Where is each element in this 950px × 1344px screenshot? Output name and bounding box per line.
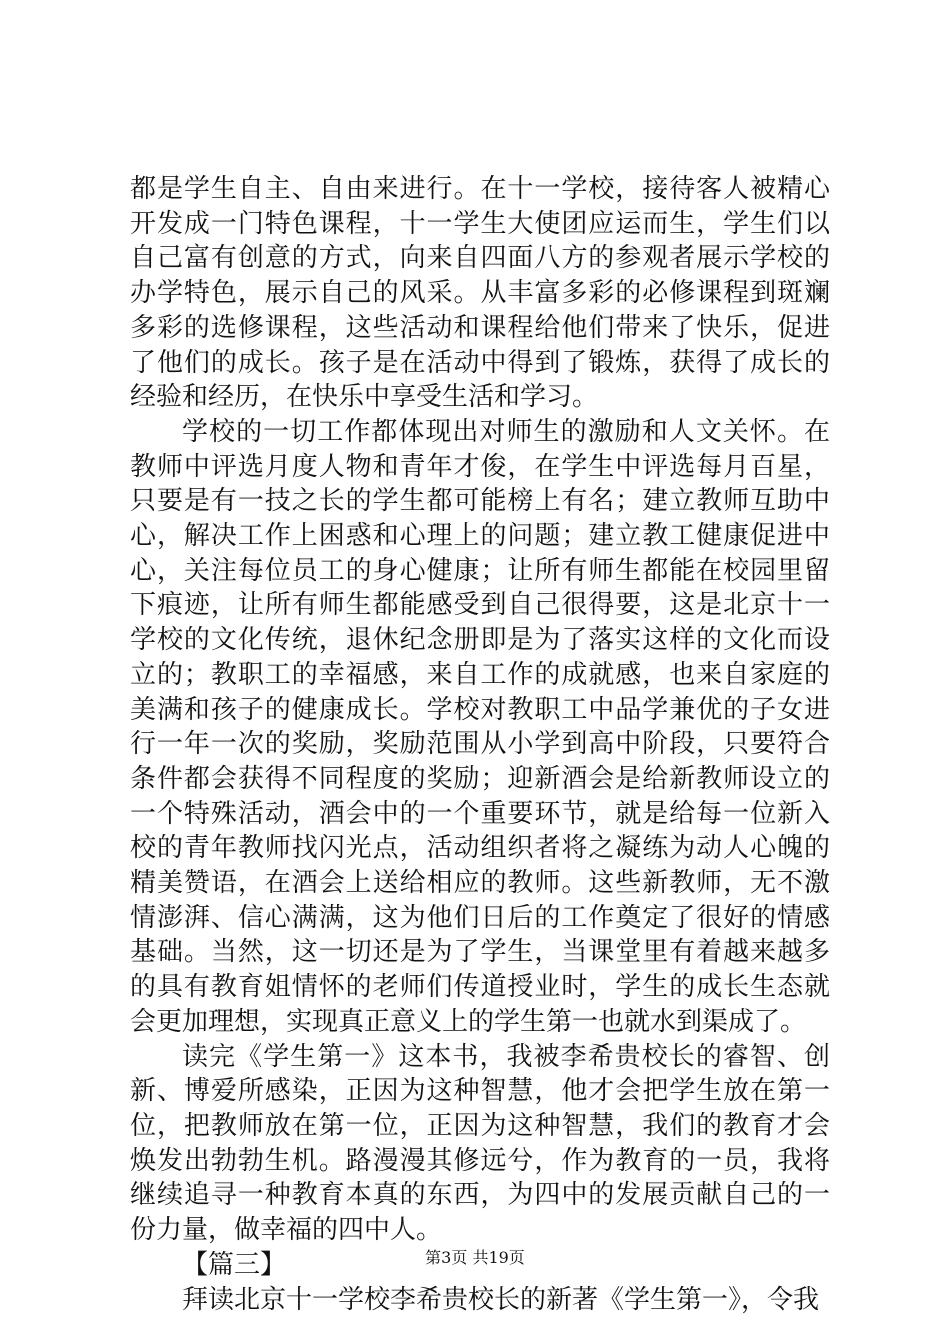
- paragraph-2: 学校的一切工作都体现出对师生的激励和人文关怀。在教师中评选月度人物和青年才俊，在学生中评选每月百星，只要是有一技之长的学生都可能榜上有名；建立教师互助中心，解决工作上困惑和心理上的问题；建立教工健康促进中心，关注每位员工的身心健康；让所有师生都能在校园里留下痕迹，让所有师生都能感受到自己很得要，这是北京十一学校的文化传统，退休纪念册即是为了落实这样的文化而设立的；教职工的幸福感，来自工作的成就感，也来自家庭的美满和孩子的健康成长。学校对教职工中品学兼优的子女进行一年一次的奖励，奖励范围从小学到高中阶段，只要符合条件都会获得不同程度的奖励；迎新酒会是给新教师设立的一个特殊活动，酒会中的一个重要环节，就是给每一位新入校的青年教师找闪光点，活动组织者将之凝练为动人心魄的精美赞语，在酒会上送给相应的教师。这些新教师，无不激情澎湃、信心满满，这为他们日后的工作奠定了很好的情感基础。当然，这一切还是为了学生，当课堂里有着越来越多的具有教育姐情怀的老师们传道授业时，学生的成长生态就会更加理想，实现真正意义上的学生第一也就水到渠成了。: [130, 416, 830, 1037]
- document-body: [130, 172, 830, 1317]
- paragraph-1: 都是学生自主、自由来进行。在十一学校，接待客人被精心开发成一门特色课程，十一学生大使团应运而生，学生们以自己富有创意的方式，向来自四面八方的参观者展示学校的办学特色，展示自己的风采。从丰富多彩的必修课程到斑斓多彩的选修课程，这些活动和课程给他们带来了快乐，促进了他们的成长。孩子是在活动中得到了锻炼，获得了成长的经验和经历，在快乐中享受生活和学习。: [130, 174, 830, 413]
- section-heading: 【篇三】: [182, 1249, 287, 1280]
- page-footer: 第3页 共19页: [425, 1248, 525, 1267]
- paragraph-4: 拜读北京十一学校李希贵校长的新著《学生第一》，令我: [182, 1284, 820, 1315]
- paragraph-3: 读完《学生第一》这本书，我被李希贵校长的睿智、创新、博爱所感染，正因为这种智慧，他才会把学生放在第一位，把教师放在第一位，正因为这种智慧，我们的教育才会焕发出勃勃生机。路漫漫其修远兮，作为教育的一员，我将继续追寻一种教育本真的东西，为四中的发展贡献自己的一份力量，做幸福的四中人。: [130, 1041, 830, 1246]
